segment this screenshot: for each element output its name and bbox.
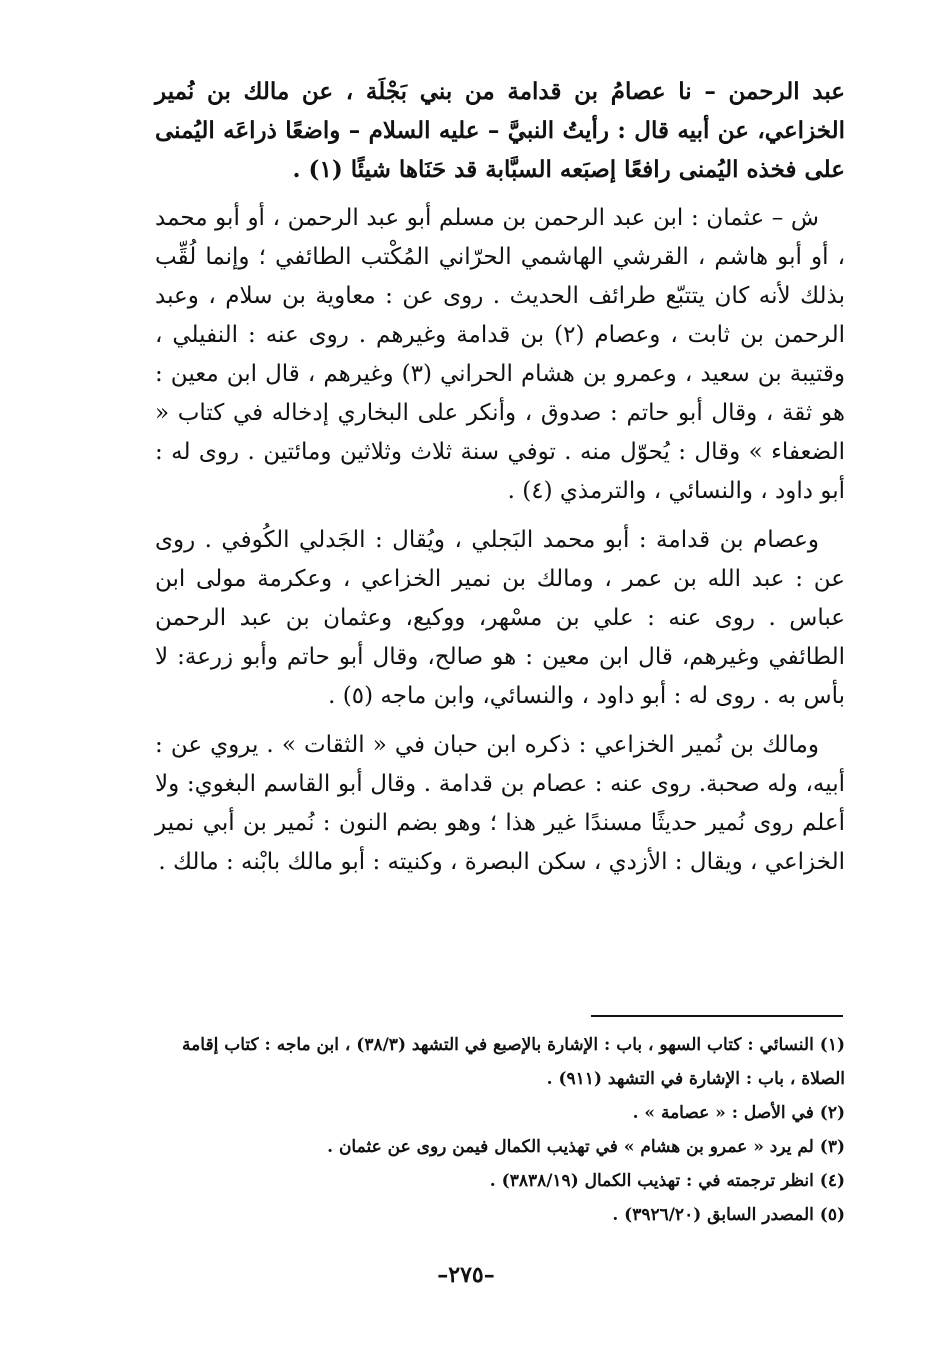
footnote-4: (٤) انظر ترجمته في : تهذيب الكمال (٣٨٣٨/١٩) . [489,1171,845,1191]
footnote-2: (٢) في الأصل : « عصامة » . [632,1103,845,1123]
main-text [155,72,845,892]
footnote-divider [591,1015,843,1017]
footnote-1: (١) النسائي : كتاب السهو ، باب : الإشارة بالإصبع في التشهد (٣٨/٣) ، ابن ماجه : كتاب إقامة الصلاة ، باب : الإشارة في التشهد (٩١١) . [182,1035,845,1089]
footnotes [155,1028,845,1232]
footnote-5: (٥) المصدر السابق (٣٩٢٦/٢٠) . [612,1205,845,1225]
page-number: –٢٧٥– [437,1262,495,1288]
commentary-uthman: ش – عثمان : ابن عبد الرحمن بن مسلم أبو عبد الرحمن ، أو أبو محمد ، أو أبو هاشم ، القرشي الهاشمي الحرّاني المُكْتب الطائفي ؛ وإنما لُقِّب بذلك لأنه كان يتتبّع طرائف الحديث . روى عن : معاوية بن سلام ، وعبد الرحمن بن ثابت ، وعصام (٢) بن قدامة وغيرهم . روى عنه : النفيلي ، وقتيبة بن سعيد ، وعمرو بن هشام الحراني (٣) وغيرهم ، قال ابن معين : هو ثقة ، وقال أبو حاتم : صدوق ، وأنكر على البخاري إدخاله في كتاب « الضعفاء » وقال : يُحوّل منه . توفي سنة ثلاث وثلاثين ومائتين . روى له : أبو داود ، والنسائي ، والترمذي (٤) . [155,205,845,504]
commentary-malik: ومالك بن نُمير الخزاعي : ذكره ابن حبان في « الثقات » . يروي عن : أبيه، وله صحبة. روى عنه : عصام بن قدامة . وقال أبو القاسم البغوي: ولا أعلم روى نُمير حديثًا مسندًا غير هذا ؛ وهو بضم النون : نُمير بن أبي نمير الخزاعي ، ويقال : الأزدي ، سكن البصرة ، وكنيته : أبو مالك بابْنه : مالك . [155,732,845,875]
commentary-asim: وعصام بن قدامة : أبو محمد البَجلي ، ويُقال : الجَدلي الكُوفي . روى عن : عبد الله بن عمر ، ومالك بن نمير الخزاعي ، وعكرمة مولى ابن عباس . روى عنه : علي بن مسْهر، ووكيع، وعثمان بن عبد الرحمن الطائفي وغيرهم، قال ابن معين : هو صالح، وقال أبو حاتم وأبو زرعة: لا بأس به . روى له : أبو داود ، والنسائي، وابن ماجه (٥) . [155,527,845,709]
footnote-3: (٣) لم يرد « عمرو بن هشام » في تهذيب الكمال فيمن روى عن عثمان . [327,1137,845,1157]
hadith-text: عبد الرحمن – نا عصامُ بن قدامة من بني بَجْلَة ، عن مالك بن نُمير الخزاعي، عن أبيه قال : رأيتُ النبيَّ – عليه السلام – واضعًا ذراعَه اليُمنى على فخذه اليُمنى رافعًا إصبَعه السبَّابة قد حَنَاها شيئًا (١) . [155,78,845,183]
